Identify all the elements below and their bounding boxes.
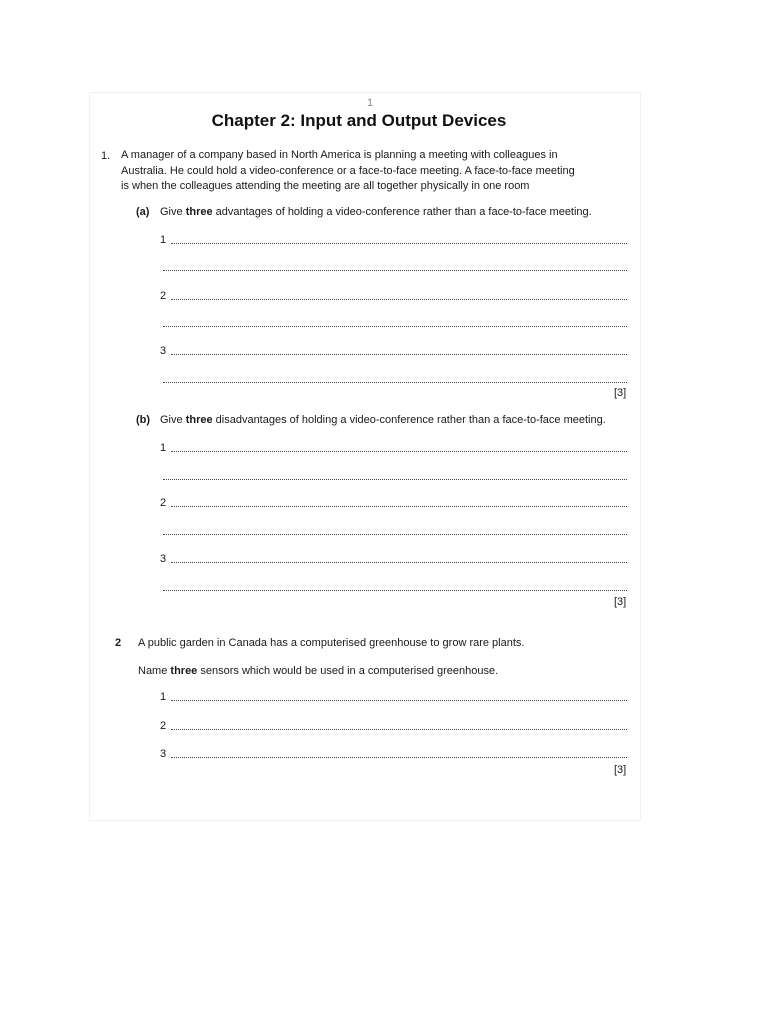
answer-1a-3-line-2[interactable] <box>163 382 627 383</box>
answer-1a-2-line-2[interactable] <box>163 326 627 327</box>
answer-1b-3-line[interactable] <box>171 562 627 563</box>
answer-2-3-line[interactable] <box>171 757 627 758</box>
answer-1b-1-line-2[interactable] <box>163 479 627 480</box>
answer-1a-3-number: 3 <box>160 345 167 357</box>
page-number: 1 <box>366 97 374 109</box>
question-1-text: A manager of a company based in North America is planning a meeting with colleagues in Australia. He could hold a video-conference or a face-to-face meeting. A face-to-face meeting is when the colleagues attending the meeting are all together physically in one room <box>121 149 575 192</box>
question-2-marks: [3] <box>614 764 627 776</box>
question-2-text: A public garden in Canada has a computerised greenhouse to grow rare plants. <box>138 637 525 649</box>
answer-1b-3-line-2[interactable] <box>163 590 627 591</box>
question-2-number: 2 <box>115 637 122 649</box>
answer-2-2-number: 2 <box>160 720 167 732</box>
answer-2-3-number: 3 <box>160 748 167 760</box>
answer-1a-3-line[interactable] <box>171 354 627 355</box>
answer-2-1-number: 1 <box>160 691 167 703</box>
question-2-prompt <box>138 665 498 677</box>
question-1b-text <box>160 414 606 426</box>
answer-1b-1-line[interactable] <box>171 451 627 452</box>
question-1a-text-end: advantages of holding a video-conference rather than a face-to-face meeting. <box>212 206 592 218</box>
worksheet-page <box>90 93 640 820</box>
answer-1b-2-line-2[interactable] <box>163 534 627 535</box>
question-2-prompt-end: sensors which would be used in a computerised greenhouse. <box>197 665 499 677</box>
answer-1b-2-line[interactable] <box>171 506 627 507</box>
answer-1b-2-number: 2 <box>160 497 167 509</box>
answer-1a-1-line[interactable] <box>171 243 627 244</box>
question-1b-text-start: Give <box>160 414 186 426</box>
question-2-prompt-start: Name <box>138 665 171 677</box>
question-1b-label: (b) <box>136 414 151 426</box>
question-1-number: 1. <box>101 150 111 162</box>
answer-1a-2-number: 2 <box>160 290 167 302</box>
answer-1b-3-number: 3 <box>160 553 167 565</box>
question-1a-label: (a) <box>136 206 150 218</box>
answer-1a-2-line[interactable] <box>171 299 627 300</box>
question-1b-text-emphasis: three <box>185 414 213 426</box>
question-1a-text-start: Give <box>160 206 186 218</box>
question-2-prompt-emphasis: three <box>170 665 198 677</box>
question-1b-text-end: disadvantages of holding a video-conference rather than a face-to-face meeting. <box>212 414 606 426</box>
answer-1a-1-number: 1 <box>160 234 167 246</box>
question-1b-marks: [3] <box>614 596 627 608</box>
question-1a-marks: [3] <box>614 387 627 399</box>
question-1a-text-emphasis: three <box>185 206 213 218</box>
answer-1a-1-line-2[interactable] <box>163 270 627 271</box>
answer-2-2-line[interactable] <box>171 729 627 730</box>
answer-2-1-line[interactable] <box>171 700 627 701</box>
answer-1b-1-number: 1 <box>160 442 167 454</box>
question-1a-text <box>160 206 592 218</box>
page-title: Chapter 2: Input and Output Devices <box>211 111 507 130</box>
